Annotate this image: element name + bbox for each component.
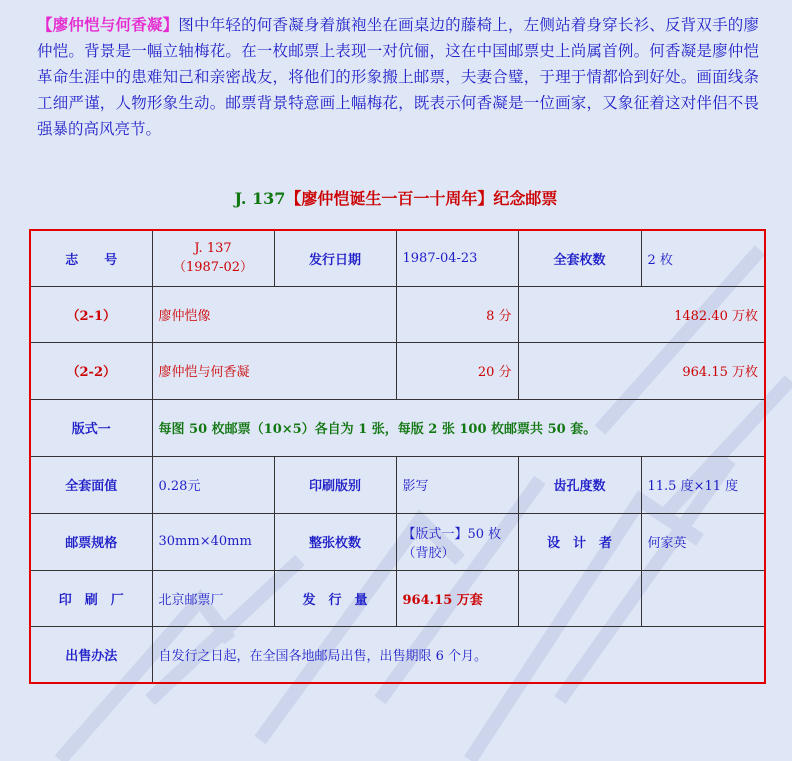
stamp-info-table bbox=[29, 229, 766, 684]
table-row bbox=[30, 513, 765, 570]
size-label: 邮票规格 bbox=[30, 513, 152, 570]
sale-text: 自发行之日起，在全国各地邮局出售，出售期限 6 个月。 bbox=[152, 626, 765, 683]
intro-text: 图中年轻的何香凝身着旗袍坐在画桌边的藤椅上，左侧站着身穿长衫、反背双手的廖仲恺。背景是一幅立轴梅花。在一枚邮票上表现一对伉俪，这在中国邮票史上尚属首例。何香凝是廖仲恺革命生涯中的患难知己和亲密战友，将他们的形象搬上邮票，夫妻合璧，于理于情都恰到好处。画面线条工细严谨，人物形象生动。邮票背景特意画上幅梅花，既表示何香凝是一位画家，又象征着这对伴侣不畏强暴的高风亮节。 bbox=[37, 16, 759, 138]
intro-paragraph bbox=[37, 12, 759, 142]
issue-date-label: 发行日期 bbox=[274, 230, 396, 286]
print-label: 印刷版别 bbox=[274, 456, 396, 513]
set-count-label: 全套枚数 bbox=[518, 230, 641, 286]
table-row bbox=[30, 456, 765, 513]
stamp-face-value: 20 分 bbox=[396, 342, 518, 399]
table-row bbox=[30, 626, 765, 683]
sheet-value bbox=[396, 513, 518, 570]
total-face-value: 0.28元 bbox=[152, 456, 274, 513]
stamp-name: 廖仲恺像 bbox=[152, 286, 396, 342]
zhihao-value bbox=[152, 230, 274, 286]
stamp-quantity: 964.15 万枚 bbox=[518, 342, 765, 399]
table-row bbox=[30, 399, 765, 456]
perf-value: 11.5 度×11 度 bbox=[641, 456, 765, 513]
table-row bbox=[30, 342, 765, 399]
issue-date-value: 1987-04-23 bbox=[396, 230, 518, 286]
title-code: J. 137 bbox=[234, 189, 286, 208]
perf-label: 齿孔度数 bbox=[518, 456, 641, 513]
table-row bbox=[30, 570, 765, 626]
zhihao-year: （1987-02） bbox=[172, 260, 254, 276]
sheet-line-2: （背胶） bbox=[402, 545, 455, 561]
sheet-label: 整张枚数 bbox=[274, 513, 396, 570]
stamp-number: （2-1） bbox=[30, 286, 152, 342]
volume-value: 964.15 万套 bbox=[396, 570, 518, 626]
stamp-name: 廖仲恺与何香凝 bbox=[152, 342, 396, 399]
stamp-number: （2-2） bbox=[30, 342, 152, 399]
page-title bbox=[0, 186, 792, 209]
zhihao-code: J. 137 bbox=[194, 241, 232, 257]
total-face-label: 全套面值 bbox=[30, 456, 152, 513]
volume-label: 发 行 量 bbox=[274, 570, 396, 626]
format-text: 每图 50 枚邮票（10×5）各自为 1 张，每版 2 张 100 枚邮票共 50 套。 bbox=[152, 399, 765, 456]
designer-label: 设 计 者 bbox=[518, 513, 641, 570]
title-name: 【廖仲恺诞生一百一十周年】纪念邮票 bbox=[285, 189, 558, 208]
stamp-face-value: 8 分 bbox=[396, 286, 518, 342]
zhihao-label: 志 号 bbox=[30, 230, 152, 286]
intro-lead: 【廖仲恺与何香凝】 bbox=[37, 15, 179, 34]
table-row bbox=[30, 286, 765, 342]
set-count-value: 2 枚 bbox=[641, 230, 765, 286]
empty-cell bbox=[641, 570, 765, 626]
printer-label: 印 刷 厂 bbox=[30, 570, 152, 626]
sale-label: 出售办法 bbox=[30, 626, 152, 683]
print-value: 影写 bbox=[396, 456, 518, 513]
printer-value: 北京邮票厂 bbox=[152, 570, 274, 626]
sheet-line-1: 【版式一】50 枚 bbox=[402, 526, 502, 542]
empty-cell bbox=[518, 570, 641, 626]
table-row bbox=[30, 230, 765, 286]
stamp-quantity: 1482.40 万枚 bbox=[518, 286, 765, 342]
format-label: 版式一 bbox=[30, 399, 152, 456]
designer-value: 何家英 bbox=[641, 513, 765, 570]
size-value: 30mm×40mm bbox=[152, 513, 274, 570]
